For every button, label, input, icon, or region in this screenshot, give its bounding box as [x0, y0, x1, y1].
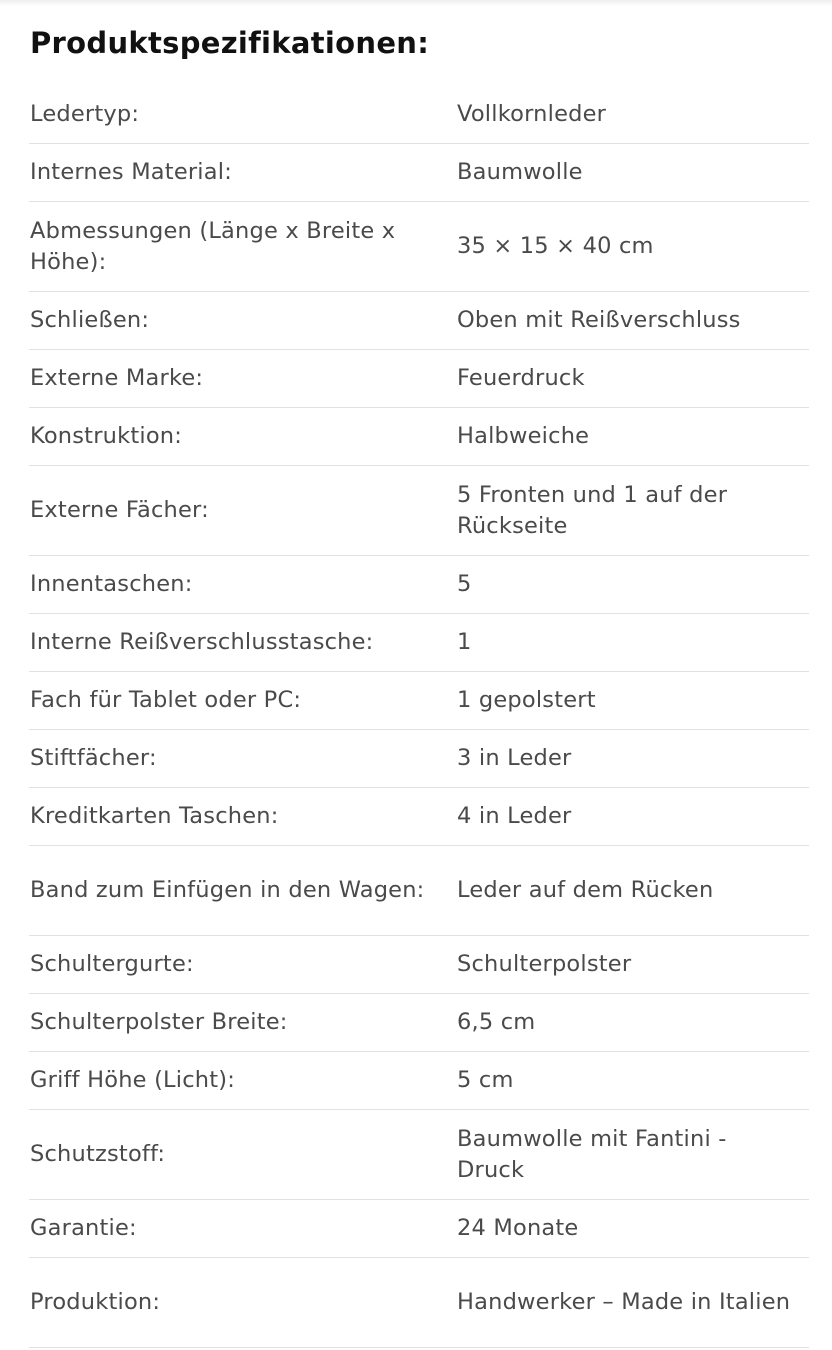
spec-value: 35 × 15 × 40 cm [457, 233, 654, 259]
spec-label: Schultergurte: [30, 951, 194, 977]
spec-row [29, 788, 809, 846]
spec-label: Produktion: [30, 1289, 161, 1315]
spec-row [29, 144, 809, 202]
spec-label: Schutzstoff: [30, 1141, 166, 1167]
spec-label: Schließen: [30, 307, 150, 333]
spec-label: Externe Fächer: [30, 497, 209, 523]
spec-value: 3 in Leder [457, 745, 572, 771]
spec-value: Handwerker – Made in Italien [457, 1289, 791, 1315]
spec-value: Oben mit Reißverschluss [457, 307, 741, 333]
spec-label: Innentaschen: [30, 571, 193, 597]
spec-value: 5 [457, 571, 472, 597]
spec-value: 1 gepolstert [457, 687, 596, 713]
spec-row [29, 466, 809, 556]
page-title: Produktspezifikationen: [30, 26, 430, 60]
spec-row [29, 1052, 809, 1110]
spec-label: Fach für Tablet oder PC: [30, 687, 302, 713]
spec-value: Feuerdruck [457, 365, 585, 391]
spec-row [29, 408, 809, 466]
spec-label: Schulterpolster Breite: [30, 1009, 288, 1035]
spec-label: Garantie: [30, 1215, 137, 1241]
spec-label: Kreditkarten Taschen: [30, 803, 279, 829]
spec-label: Ledertyp: [30, 100, 140, 127]
spec-row [29, 85, 809, 144]
spec-value: 1 [457, 629, 472, 655]
spec-label: Stiftfächer: [30, 745, 157, 771]
spec-label: Internes Material: [30, 159, 232, 185]
spec-value: Leder auf dem Rücken [457, 877, 714, 903]
spec-value: 6,5 cm [457, 1009, 536, 1035]
spec-row [29, 556, 809, 614]
spec-row [29, 1258, 809, 1348]
spec-label: Band zum Einfügen in den Wagen: [30, 877, 425, 903]
spec-row [29, 614, 809, 672]
spec-label: Externe Marke: [30, 365, 204, 391]
spec-label: Abmessungen (Länge x Breite x Höhe): [30, 217, 396, 275]
spec-value: Baumwolle mit Fantini - Druck [457, 1125, 727, 1183]
spec-row [29, 936, 809, 994]
spec-row [29, 202, 809, 292]
spec-value: Vollkornleder [457, 100, 607, 127]
spec-value: 24 Monate [457, 1215, 579, 1241]
spec-label: Konstruktion: [30, 423, 183, 449]
spec-table [29, 85, 809, 1348]
spec-row [29, 292, 809, 350]
top-shadow [0, 0, 832, 6]
spec-row [29, 672, 809, 730]
spec-row [29, 846, 809, 936]
spec-label: Interne Reißverschlusstasche: [30, 629, 374, 655]
spec-value: Halbweiche [457, 423, 590, 449]
spec-row [29, 730, 809, 788]
spec-value: Schulterpolster [457, 951, 632, 977]
spec-row [29, 1110, 809, 1200]
spec-value: 4 in Leder [457, 803, 572, 829]
spec-row [29, 994, 809, 1052]
spec-label: Griff Höhe (Licht): [30, 1067, 236, 1093]
spec-value: 5 cm [457, 1067, 514, 1093]
spec-value: Baumwolle [457, 159, 583, 185]
spec-row [29, 1200, 809, 1258]
spec-row [29, 350, 809, 408]
spec-value: 5 Fronten und 1 auf der Rückseite [457, 481, 728, 539]
